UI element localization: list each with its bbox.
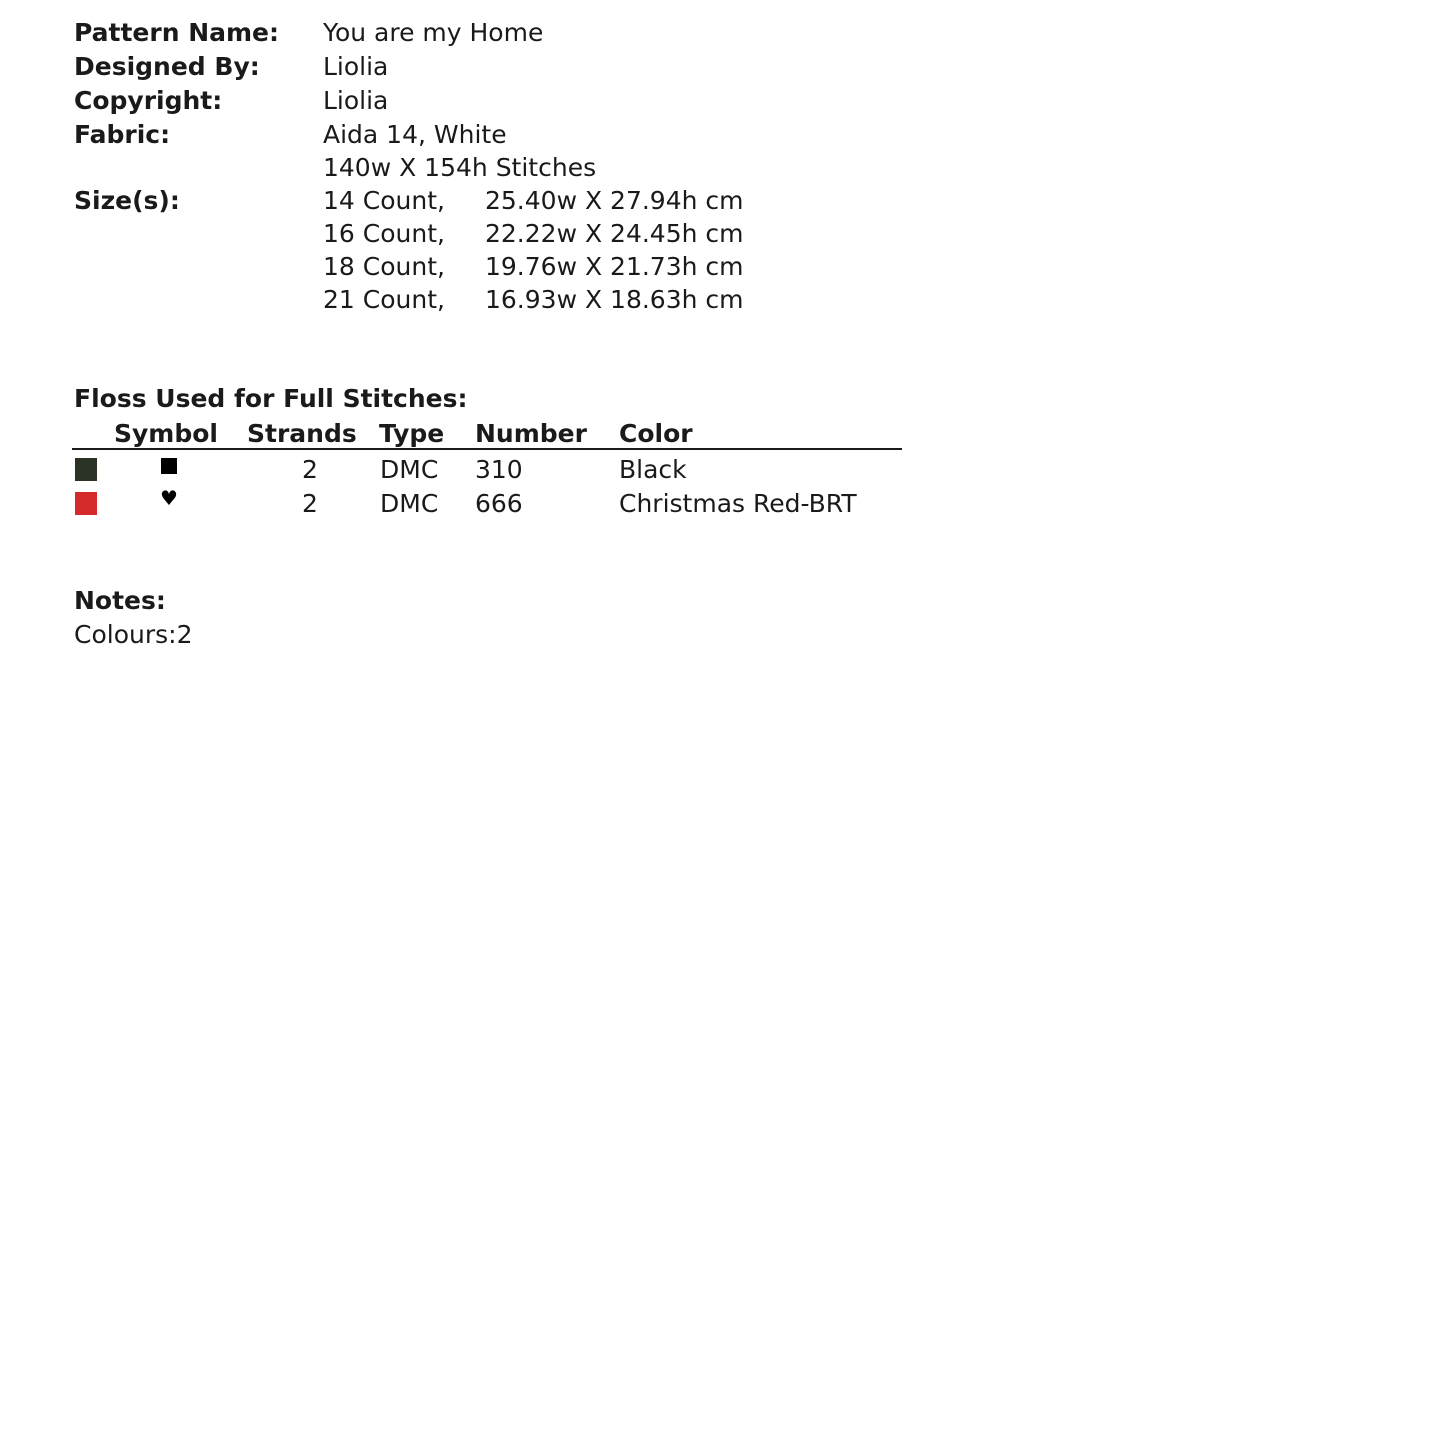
designed-by-value: Liolia	[323, 52, 389, 81]
size-count: 14 Count,	[323, 186, 445, 215]
size-count: 21 Count,	[323, 285, 445, 314]
pattern-name-label: Pattern Name:	[74, 18, 280, 47]
size-dims: 25.40w X 27.94h cm	[485, 186, 744, 215]
column-header-type: Type	[379, 419, 445, 448]
designed-by-label: Designed By:	[74, 52, 260, 81]
fabric-value: Aida 14, White	[323, 120, 507, 149]
designed-by-row	[74, 50, 744, 84]
copyright-value: Liolia	[323, 86, 389, 115]
column-header-symbol: Symbol	[114, 419, 218, 448]
fabric-label: Fabric:	[74, 120, 171, 149]
floss-table-header	[72, 417, 902, 450]
number-cell: 666	[475, 489, 523, 518]
color-cell: Black	[619, 455, 687, 484]
pattern-name-row	[74, 16, 744, 50]
size-line	[323, 283, 744, 316]
heart-icon: ♥	[160, 486, 178, 510]
size-dims: 19.76w X 21.73h cm	[485, 252, 744, 281]
size-count: 16 Count,	[323, 219, 445, 248]
copyright-row	[74, 84, 744, 118]
column-header-color: Color	[619, 419, 693, 448]
notes-text: Colours:2	[74, 620, 193, 649]
type-cell: DMC	[380, 455, 439, 484]
fabric-row	[74, 118, 744, 184]
notes-label: Notes:	[74, 586, 166, 615]
pattern-info	[74, 16, 744, 316]
sizes-label: Size(s):	[74, 186, 180, 215]
size-line	[323, 217, 744, 250]
table-row	[72, 487, 902, 521]
size-dims: 16.93w X 18.63h cm	[485, 285, 744, 314]
floss-table	[72, 417, 902, 521]
column-header-strands: Strands	[247, 419, 357, 448]
sizes-row	[74, 184, 744, 316]
size-count: 18 Count,	[323, 252, 445, 281]
type-cell: DMC	[380, 489, 439, 518]
number-cell: 310	[475, 455, 523, 484]
strands-cell: 2	[302, 455, 318, 484]
size-line	[323, 250, 744, 283]
filled-square-icon	[159, 453, 179, 483]
floss-heading: Floss Used for Full Stitches:	[74, 384, 468, 413]
pattern-name-value: You are my Home	[323, 18, 544, 47]
size-dims: 22.22w X 24.45h cm	[485, 219, 744, 248]
sizes-list	[323, 184, 744, 316]
copyright-label: Copyright:	[74, 86, 223, 115]
strands-cell: 2	[302, 489, 318, 518]
notes-section	[74, 584, 192, 652]
stitches-value: 140w X 154h Stitches	[323, 153, 597, 182]
table-row	[72, 453, 902, 487]
color-cell: Christmas Red-BRT	[619, 489, 857, 518]
color-swatch	[75, 458, 97, 481]
column-header-number: Number	[475, 419, 587, 448]
color-swatch	[75, 492, 97, 515]
size-line	[323, 184, 744, 217]
